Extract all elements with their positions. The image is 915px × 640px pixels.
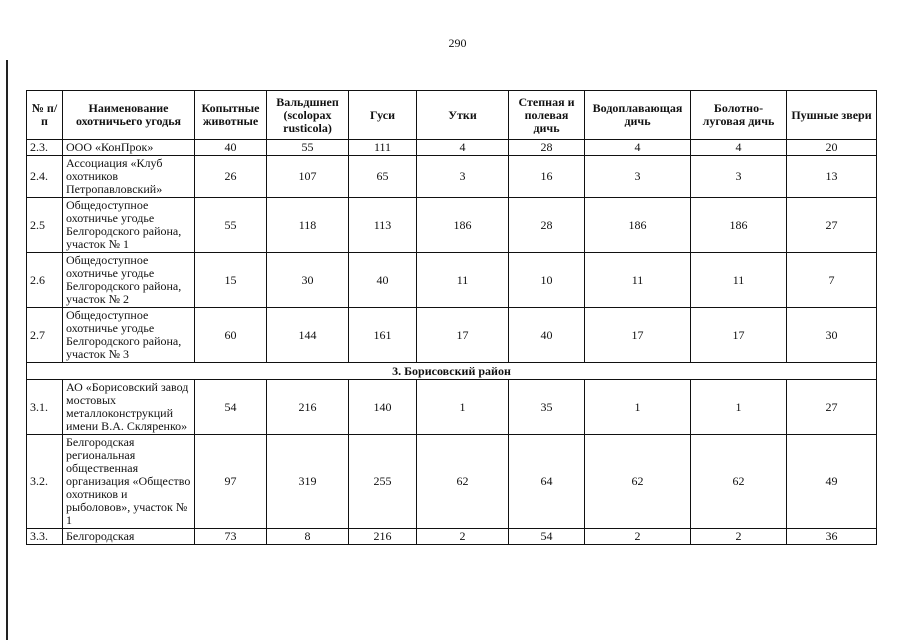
row-value-cell: 55 bbox=[195, 198, 267, 253]
row-value-cell: 13 bbox=[787, 156, 877, 198]
header-fur-animals: Пушные звери bbox=[787, 91, 877, 140]
row-value-cell: 118 bbox=[267, 198, 349, 253]
page-number: 290 bbox=[448, 36, 467, 50]
row-value-cell: 28 bbox=[509, 198, 585, 253]
row-value-cell: 8 bbox=[267, 529, 349, 545]
row-value-cell: 36 bbox=[787, 529, 877, 545]
row-value-cell: 3 bbox=[691, 156, 787, 198]
row-ground-name: Общедоступное охотничье угодье Белгородского района, участок № 3 bbox=[63, 308, 195, 363]
row-value-cell: 2 bbox=[691, 529, 787, 545]
row-value-cell: 216 bbox=[349, 529, 417, 545]
row-value-cell: 62 bbox=[585, 435, 691, 529]
row-value-cell: 35 bbox=[509, 380, 585, 435]
row-value-cell: 17 bbox=[417, 308, 509, 363]
row-value-cell: 62 bbox=[417, 435, 509, 529]
row-value-cell: 186 bbox=[691, 198, 787, 253]
row-ground-name: ООО «КонПрок» bbox=[63, 140, 195, 156]
table-header-row bbox=[27, 91, 877, 140]
row-value-cell: 144 bbox=[267, 308, 349, 363]
row-ground-name: АО «Борисовский завод мостовых металлоконструкций имени В.А. Скляренко» bbox=[63, 380, 195, 435]
row-value-cell: 28 bbox=[509, 140, 585, 156]
row-value-cell: 16 bbox=[509, 156, 585, 198]
row-value-cell: 161 bbox=[349, 308, 417, 363]
row-number: 2.4. bbox=[27, 156, 63, 198]
row-ground-name: Белгородская bbox=[63, 529, 195, 545]
row-value-cell: 111 bbox=[349, 140, 417, 156]
row-value-cell: 97 bbox=[195, 435, 267, 529]
row-value-cell: 30 bbox=[787, 308, 877, 363]
row-value-cell: 20 bbox=[787, 140, 877, 156]
row-value-cell: 7 bbox=[787, 253, 877, 308]
row-value-cell: 17 bbox=[585, 308, 691, 363]
row-value-cell: 186 bbox=[417, 198, 509, 253]
row-value-cell: 62 bbox=[691, 435, 787, 529]
row-value-cell: 4 bbox=[585, 140, 691, 156]
row-value-cell: 319 bbox=[267, 435, 349, 529]
row-ground-name: Ассоциация «Клуб охотников Петропавловский» bbox=[63, 156, 195, 198]
row-value-cell: 11 bbox=[417, 253, 509, 308]
header-name: Наименование охотничьего угодья bbox=[63, 91, 195, 140]
row-value-cell: 186 bbox=[585, 198, 691, 253]
row-value-cell: 54 bbox=[509, 529, 585, 545]
row-number: 3.3. bbox=[27, 529, 63, 545]
row-value-cell: 26 bbox=[195, 156, 267, 198]
table-row bbox=[27, 140, 877, 156]
row-value-cell: 2 bbox=[585, 529, 691, 545]
row-ground-name: Общедоступное охотничье угодье Белгородского района, участок № 2 bbox=[63, 253, 195, 308]
page-left-border bbox=[6, 60, 8, 640]
row-value-cell: 1 bbox=[417, 380, 509, 435]
header-ducks: Утки bbox=[417, 91, 509, 140]
row-number: 2.5 bbox=[27, 198, 63, 253]
row-value-cell: 27 bbox=[787, 380, 877, 435]
row-value-cell: 1 bbox=[585, 380, 691, 435]
table-row bbox=[27, 156, 877, 198]
table-row bbox=[27, 308, 877, 363]
row-value-cell: 140 bbox=[349, 380, 417, 435]
row-value-cell: 40 bbox=[195, 140, 267, 156]
row-number: 3.1. bbox=[27, 380, 63, 435]
section-row bbox=[27, 363, 877, 380]
row-value-cell: 40 bbox=[509, 308, 585, 363]
header-geese: Гуси bbox=[349, 91, 417, 140]
row-value-cell: 1 bbox=[691, 380, 787, 435]
row-value-cell: 60 bbox=[195, 308, 267, 363]
row-value-cell: 3 bbox=[585, 156, 691, 198]
row-value-cell: 49 bbox=[787, 435, 877, 529]
row-value-cell: 3 bbox=[417, 156, 509, 198]
row-number: 2.7 bbox=[27, 308, 63, 363]
table-row bbox=[27, 253, 877, 308]
row-value-cell: 4 bbox=[417, 140, 509, 156]
row-value-cell: 255 bbox=[349, 435, 417, 529]
row-ground-name: Белгородская региональная общественная организация «Общество охотников и рыболовов», участок № 1 bbox=[63, 435, 195, 529]
table-row bbox=[27, 435, 877, 529]
row-value-cell: 15 bbox=[195, 253, 267, 308]
row-value-cell: 17 bbox=[691, 308, 787, 363]
header-waterfowl: Водоплавающая дичь bbox=[585, 91, 691, 140]
row-number: 2.6 bbox=[27, 253, 63, 308]
row-value-cell: 55 bbox=[267, 140, 349, 156]
row-value-cell: 10 bbox=[509, 253, 585, 308]
row-value-cell: 11 bbox=[585, 253, 691, 308]
row-number: 2.3. bbox=[27, 140, 63, 156]
header-steppe-game: Степная и полевая дичь bbox=[509, 91, 585, 140]
row-value-cell: 2 bbox=[417, 529, 509, 545]
row-value-cell: 107 bbox=[267, 156, 349, 198]
row-value-cell: 27 bbox=[787, 198, 877, 253]
table-row bbox=[27, 380, 877, 435]
row-ground-name: Общедоступное охотничье угодье Белгородского района, участок № 1 bbox=[63, 198, 195, 253]
header-marsh-game: Болотно-луговая дичь bbox=[691, 91, 787, 140]
table-row bbox=[27, 198, 877, 253]
row-value-cell: 11 bbox=[691, 253, 787, 308]
row-value-cell: 30 bbox=[267, 253, 349, 308]
row-value-cell: 73 bbox=[195, 529, 267, 545]
row-value-cell: 113 bbox=[349, 198, 417, 253]
hunting-grounds-table bbox=[26, 90, 877, 545]
row-value-cell: 65 bbox=[349, 156, 417, 198]
header-woodcock: Вальдшнеп (scolopax rusticola) bbox=[267, 91, 349, 140]
row-value-cell: 40 bbox=[349, 253, 417, 308]
row-value-cell: 4 bbox=[691, 140, 787, 156]
header-num: № п/п bbox=[27, 91, 63, 140]
table-row bbox=[27, 529, 877, 545]
section-title: 3. Борисовский район bbox=[27, 363, 877, 380]
row-value-cell: 54 bbox=[195, 380, 267, 435]
header-ungulates: Копытные животные bbox=[195, 91, 267, 140]
row-value-cell: 216 bbox=[267, 380, 349, 435]
row-value-cell: 64 bbox=[509, 435, 585, 529]
row-number: 3.2. bbox=[27, 435, 63, 529]
